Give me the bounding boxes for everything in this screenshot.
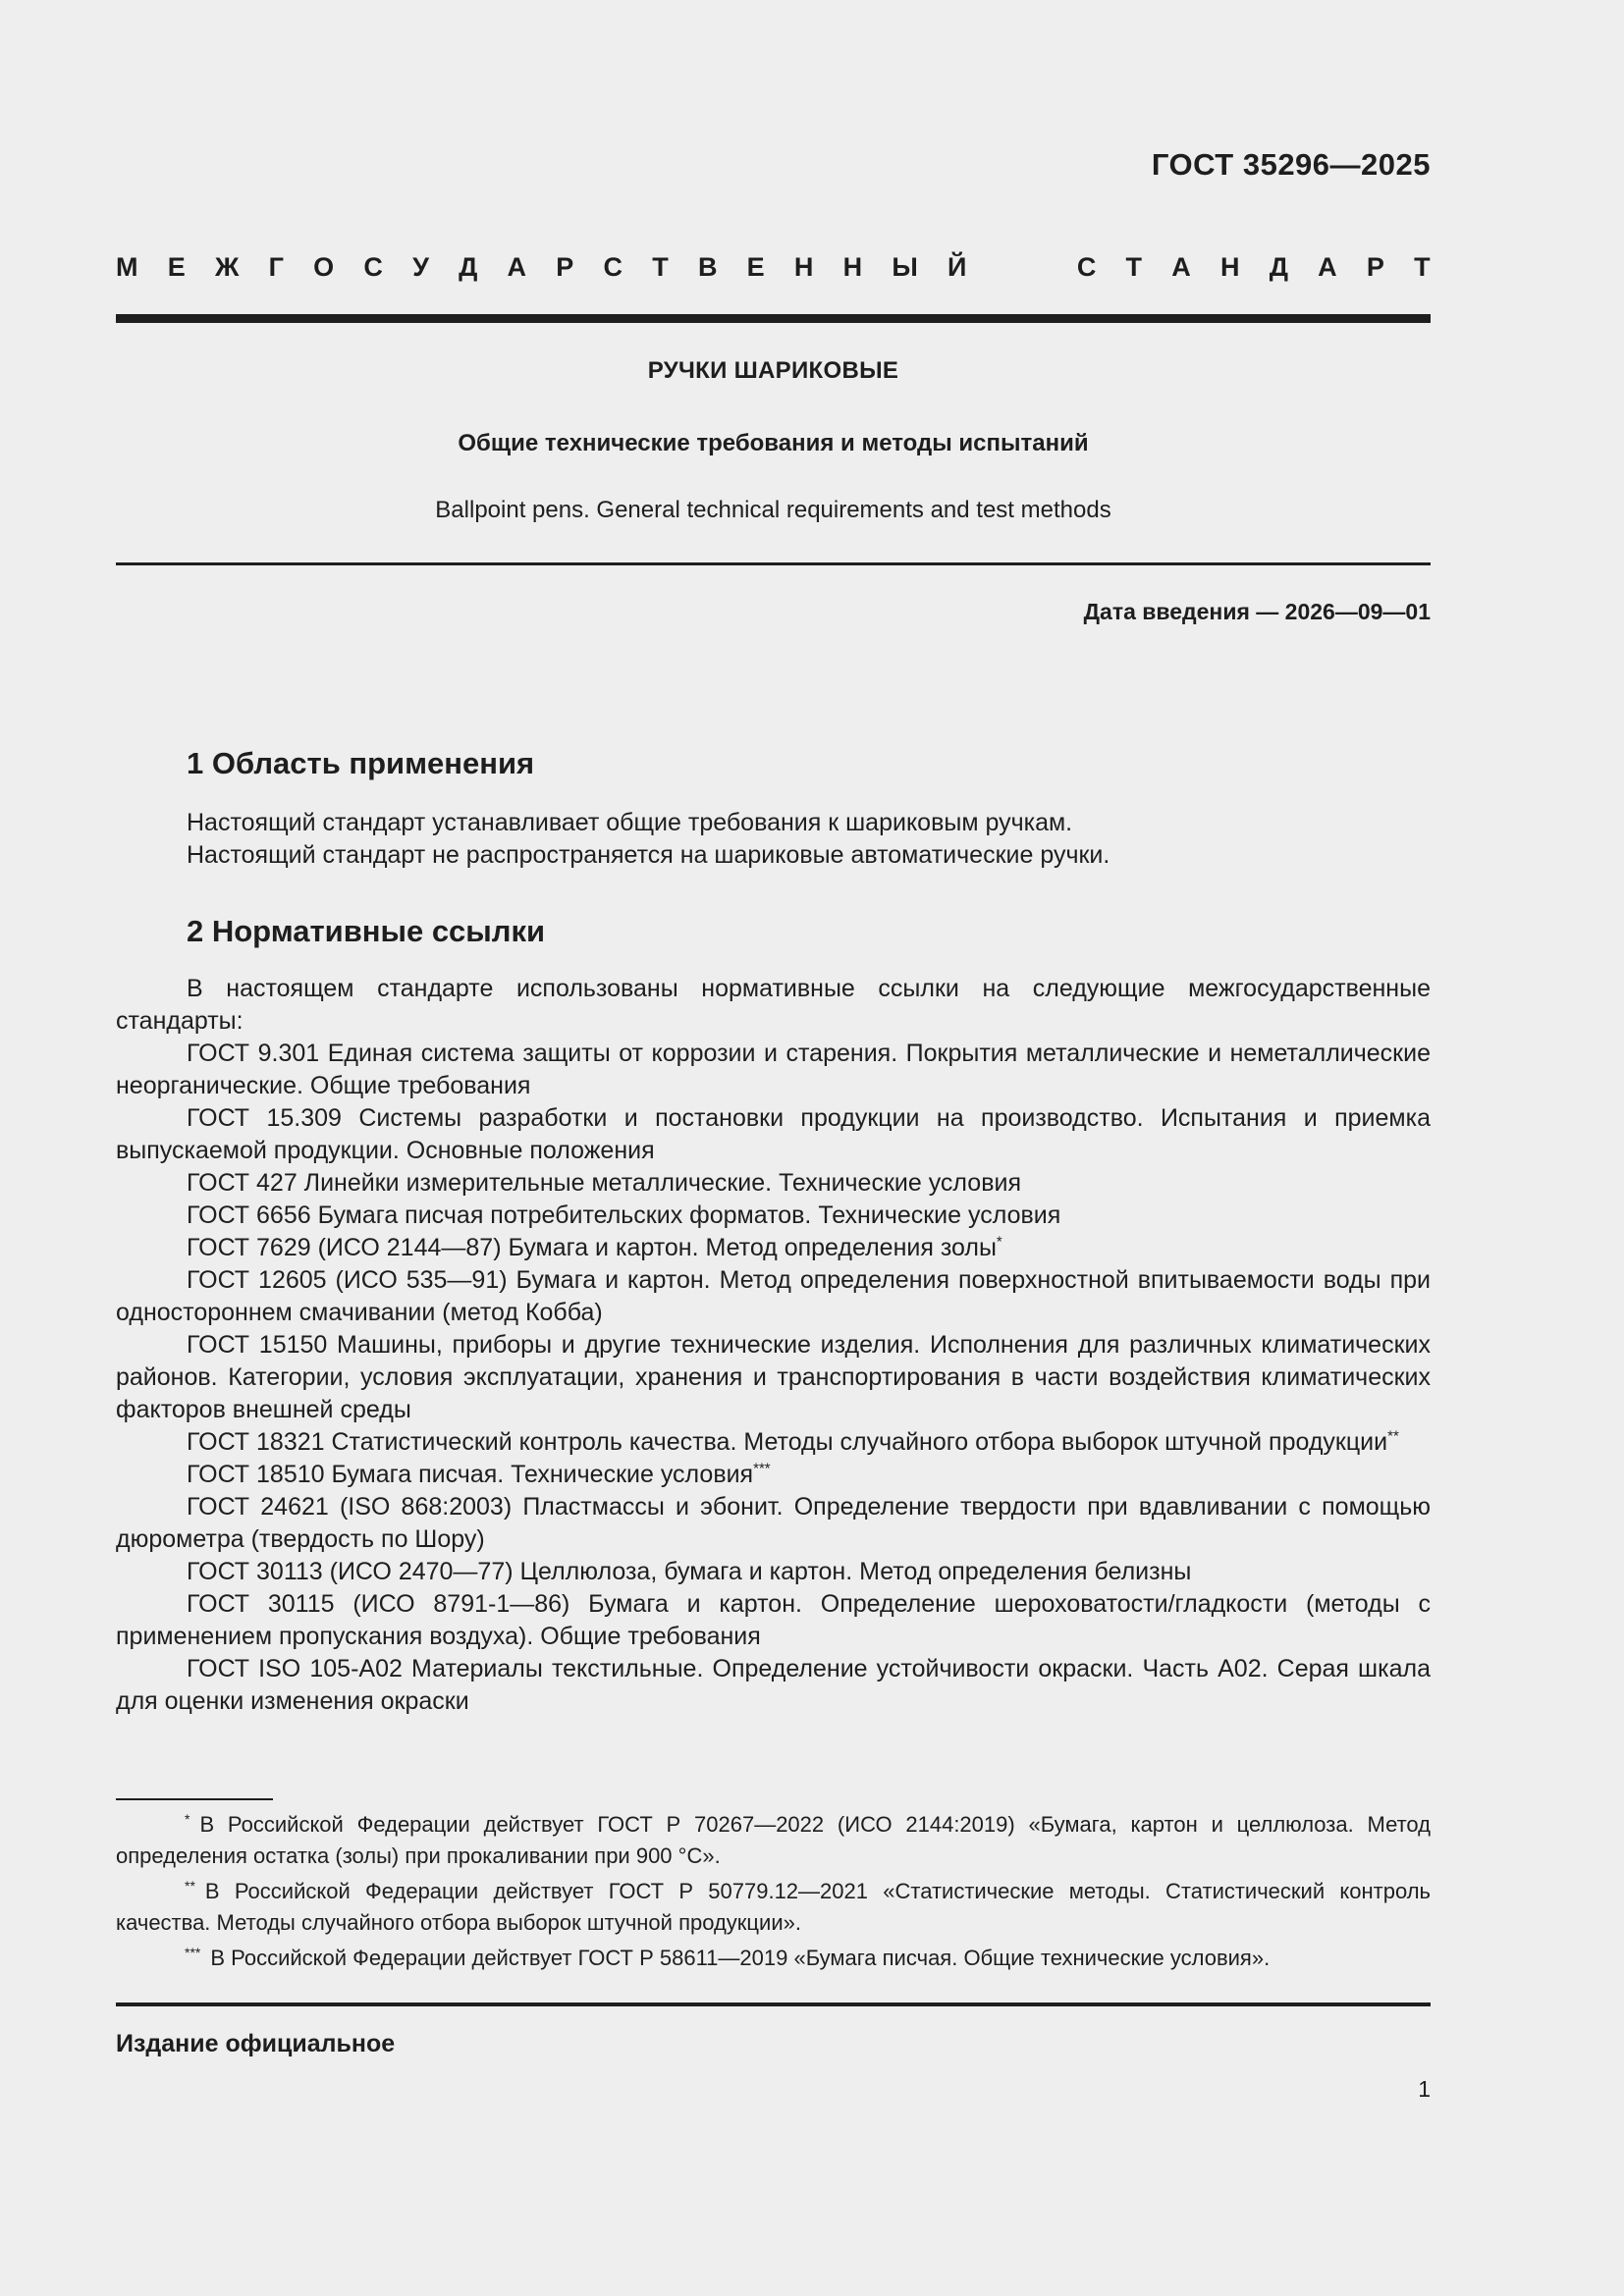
banner-letter: Т — [1125, 252, 1143, 282]
scope-line: Настоящий стандарт не распространяется на шариковые автоматические ручки. — [187, 841, 1110, 869]
banner-letter: О — [313, 252, 335, 282]
document-page — [116, 0, 1431, 2296]
footnote-text: В Российской Федерации действует ГОСТ Р 58611—2019 «Бумага писчая. Общие технические условия». — [210, 1946, 1271, 1970]
banner-letter: Н — [1219, 252, 1240, 282]
footnote-marker: ** — [1387, 1427, 1399, 1445]
banner-letter: Е — [167, 252, 186, 282]
reference-text: ГОСТ 7629 (ИСО 2144—87) Бумага и картон. Метод определения золы — [187, 1234, 997, 1261]
banner-letter: В — [697, 252, 718, 282]
banner-letter: А — [507, 252, 527, 282]
reference-item — [116, 1588, 1431, 1653]
scope-line: Настоящий стандарт устанавливает общие требования к шариковым ручкам. — [187, 809, 1073, 836]
footnote — [116, 1943, 1431, 1974]
footnote — [116, 1809, 1431, 1872]
reference-text: ГОСТ 6656 Бумага писчая потребительских форматов. Технические условия — [187, 1201, 1061, 1229]
reference-text: ГОСТ 24621 (ISO 868:2003) Пластмассы и эбонит. Определение твердости при вдавливании с помощью дюрометра (твердость по Шору) — [116, 1493, 1431, 1553]
reference-item — [116, 1459, 1431, 1491]
reference-text: ГОСТ 18510 Бумага писчая. Технические условия — [187, 1461, 754, 1488]
footnote-marker: * — [996, 1233, 1002, 1251]
banner-letter: У — [412, 252, 429, 282]
document-title: РУЧКИ ШАРИКОВЫЕ — [647, 357, 899, 384]
header-thick-rule — [116, 314, 1431, 323]
footnotes — [116, 1809, 1431, 1978]
reference-text: ГОСТ 30115 (ИСО 8791-1—86) Бумага и картон. Определение шероховатости/гладкости (методы с применением пропускания воздуха). Общие требования — [116, 1590, 1431, 1650]
introduction-date: Дата введения — 2026—09—01 — [1083, 599, 1431, 624]
banner-letter: С — [363, 252, 383, 282]
banner-letter: А — [1318, 252, 1337, 282]
reference-list — [116, 1038, 1431, 1718]
document-title-english: Ballpoint pens. General technical requirements and test methods — [435, 497, 1111, 523]
banner-letter: Н — [842, 252, 863, 282]
references-intro: В настоящем стандарте использованы нормативные ссылки на следующие межгосударственные стандарты: — [116, 975, 1431, 1035]
reference-item — [116, 1491, 1431, 1556]
reference-text: ГОСТ 18321 Статистический контроль качества. Методы случайного отбора выборок штучной продукции — [187, 1428, 1388, 1456]
reference-text: ГОСТ 12605 (ИСО 535—91) Бумага и картон. Метод определения поверхностной впитываемости воды при одностороннем смачивании (метод Кобба) — [116, 1266, 1431, 1326]
banner-letter: А — [1171, 252, 1191, 282]
footer-rule — [116, 2002, 1431, 2006]
banner-letter: Д — [1269, 252, 1288, 282]
interstate-standard-banner — [116, 252, 1431, 283]
scope-text — [187, 807, 1431, 872]
banner-letter: С — [1076, 252, 1097, 282]
section-heading-normative-references: 2 Нормативные ссылки — [187, 914, 546, 948]
reference-item — [116, 1200, 1431, 1232]
banner-letter: Р — [556, 252, 574, 282]
footnote-marker: ** — [185, 1877, 195, 1894]
reference-item — [116, 1329, 1431, 1426]
normative-references — [116, 973, 1431, 1718]
footnote-text: В Российской Федерации действует ГОСТ Р 50779.12—2021 «Статистические методы. Статистический контроль качества. Методы случайного отбора выборок штучной продукции». — [116, 1879, 1431, 1935]
title-rule — [116, 562, 1431, 565]
reference-item — [116, 1232, 1431, 1264]
banner-letter: Н — [793, 252, 814, 282]
banner-letter: Е — [746, 252, 765, 282]
footnote-marker: *** — [753, 1460, 771, 1477]
banner-letter: Т — [652, 252, 669, 282]
banner-letter: С — [603, 252, 623, 282]
banner-letter: Т — [1414, 252, 1431, 282]
banner-letter: Ж — [214, 252, 240, 282]
reference-text: ГОСТ ISO 105-A02 Материалы текстильные. Определение устойчивости окраски. Часть A02. Серая шкала для оценки изменения окраски — [116, 1655, 1431, 1715]
banner-letter: Р — [1366, 252, 1384, 282]
footnote-text: В Российской Федерации действует ГОСТ Р 70267—2022 (ИСО 2144:2019) «Бумага, картон и целлюлоза. Метод определения остатка (золы) при прокаливании при 900 °С». — [116, 1812, 1431, 1868]
banner-letter: М — [116, 252, 138, 282]
footnote — [116, 1876, 1431, 1939]
official-edition-label: Издание официальное — [116, 2030, 396, 2057]
reference-item — [116, 1653, 1431, 1718]
reference-item — [116, 1167, 1431, 1200]
reference-item — [116, 1556, 1431, 1588]
section-heading-scope: 1 Область применения — [187, 746, 535, 780]
document-number: ГОСТ 35296—2025 — [1151, 147, 1431, 182]
reference-item — [116, 1264, 1431, 1329]
page-number: 1 — [1418, 2076, 1431, 2102]
document-subtitle: Общие технические требования и методы испытаний — [458, 430, 1089, 456]
reference-text: ГОСТ 9.301 Единая система защиты от коррозии и старения. Покрытия металлические и неметаллические неорганические. Общие требования — [116, 1040, 1431, 1099]
banner-letter: Д — [459, 252, 478, 282]
footnote-marker: * — [185, 1810, 190, 1827]
reference-item — [116, 1038, 1431, 1102]
reference-text: ГОСТ 15.309 Системы разработки и постановки продукции на производство. Испытания и приемка выпускаемой продукции. Основные положения — [116, 1104, 1431, 1164]
reference-text: ГОСТ 427 Линейки измерительные металлические. Технические условия — [187, 1169, 1021, 1197]
footnote-separator — [116, 1798, 273, 1800]
reference-text: ГОСТ 30113 (ИСО 2470—77) Целлюлоза, бумага и картон. Метод определения белизны — [187, 1558, 1192, 1585]
reference-text: ГОСТ 15150 Машины, приборы и другие технические изделия. Исполнения для различных климатических районов. Категории, условия эксплуатации, хранения и транспортирования в части воздействия климатических факторов внешней среды — [116, 1331, 1431, 1423]
banner-letter: Г — [268, 252, 284, 282]
reference-item — [116, 1426, 1431, 1459]
banner-word-gap — [997, 252, 1048, 283]
footnote-marker: *** — [185, 1944, 201, 1960]
banner-letter: Ы — [892, 252, 918, 282]
banner-letter: Й — [947, 252, 967, 282]
reference-item — [116, 1102, 1431, 1167]
